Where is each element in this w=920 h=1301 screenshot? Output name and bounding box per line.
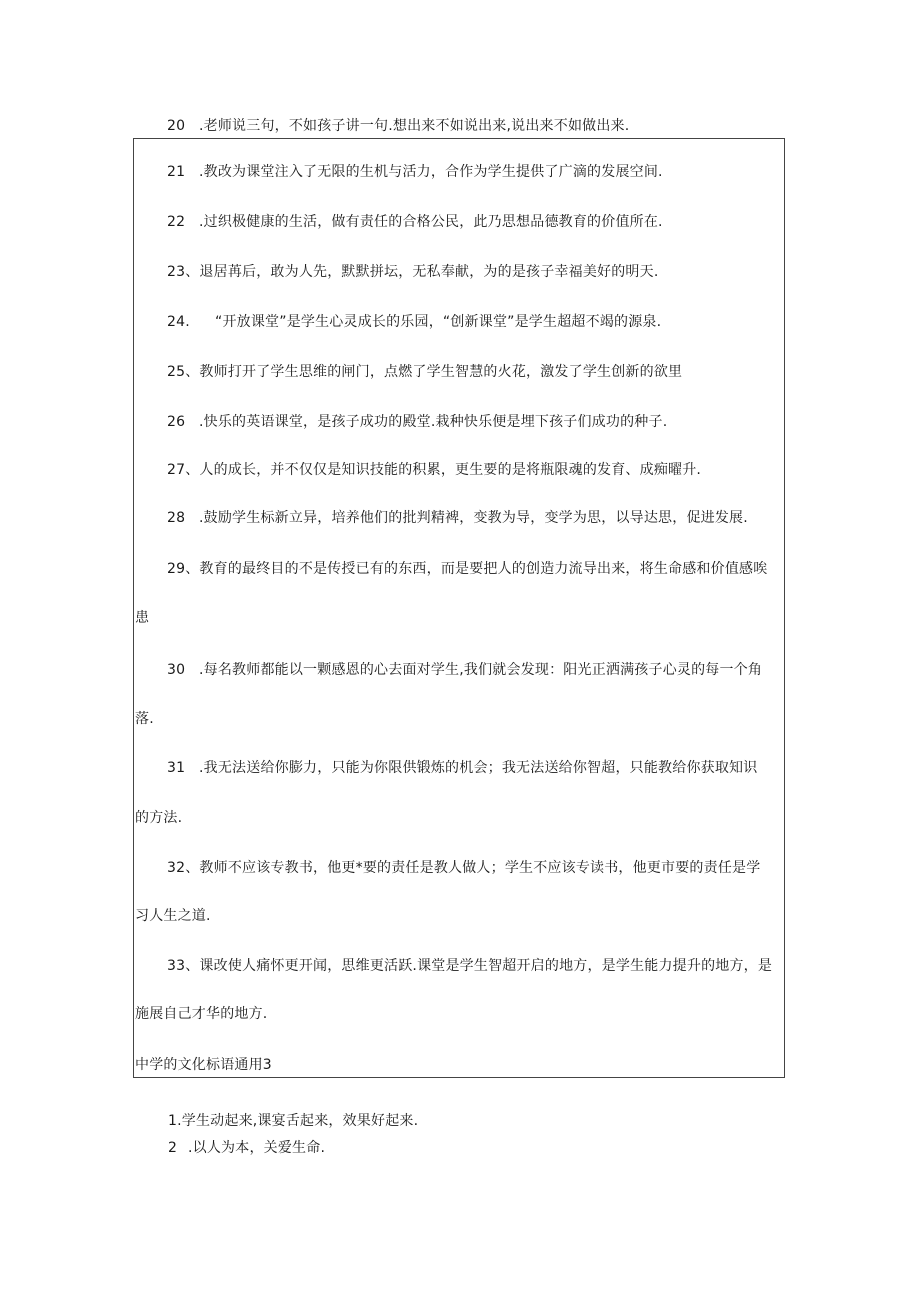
item-number: 20 bbox=[167, 118, 186, 134]
item-number: 28 bbox=[167, 510, 186, 526]
list-item bbox=[167, 956, 772, 976]
item-text: 退居苒后，敢为人先，默默拼坛，无私奉献，为的是孩子幸福美好的明天. bbox=[199, 264, 659, 280]
item-number: 33、 bbox=[167, 958, 200, 974]
list-item bbox=[168, 1111, 418, 1131]
item-text: .以人为本，关爱生命. bbox=[188, 1140, 326, 1156]
item-text: 教师打开了学生思维的闸门，点燃了学生智慧的火花，激发了学生创新的欲里 bbox=[199, 364, 683, 380]
item-text: .我无法送给你膨力，只能为你限供锻炼的机会；我无法送给你智超，只能教给你获取知识 bbox=[199, 760, 758, 776]
item-text: .老师说三句，不如孩子讲一句.想出来不如说出来,说出来不如做出来. bbox=[199, 118, 630, 134]
list-item bbox=[167, 312, 661, 332]
item-text: .每名教师都能以一颗感恩的心去面对学生,我们就会发现：阳光正洒满孩子心灵的每一个角 bbox=[199, 662, 763, 678]
list-item bbox=[167, 212, 663, 232]
item-number: 22 bbox=[167, 214, 186, 230]
item-text: 课改使人痛怀更开闻，思维更活跃.课堂是学生智超开启的地方，是学生能力提升的地方，是 bbox=[199, 958, 773, 974]
item-number: 30 bbox=[167, 662, 186, 678]
item-number: 23、 bbox=[167, 264, 200, 280]
item-text: 教师不应该专教书，他更*要的责任是教人做人；学生不应该专读书，他更市要的责任是学 bbox=[199, 860, 761, 876]
list-item bbox=[167, 362, 682, 382]
item-continuation: 患 bbox=[135, 610, 150, 626]
list-item bbox=[167, 660, 762, 680]
list-item bbox=[167, 412, 667, 432]
item-number: 31 bbox=[167, 760, 186, 776]
item-continuation: 的方法. bbox=[135, 810, 183, 826]
item-text: .过织极健康的生活，做有责任的合格公民，此乃思想品德教育的价值所在. bbox=[199, 214, 663, 230]
list-item bbox=[167, 460, 701, 480]
list-item bbox=[167, 116, 629, 136]
list-item bbox=[168, 1138, 325, 1158]
item-number: 21 bbox=[167, 164, 186, 180]
item-continuation: 习人生之道. bbox=[135, 908, 211, 924]
item-number: 24. bbox=[167, 314, 190, 330]
item-continuation: 施展自己才华的地方. bbox=[135, 1006, 268, 1022]
list-item bbox=[167, 758, 757, 778]
item-number: 32、 bbox=[167, 860, 200, 876]
item-number: 25、 bbox=[167, 364, 200, 380]
item-number: 26 bbox=[167, 414, 186, 430]
section-heading: 中学的文化标语通用3 bbox=[135, 1057, 272, 1073]
item-text: .快乐的英语课堂，是孩子成功的殿堂.栽种快乐便是埋下孩子们成功的种子. bbox=[199, 414, 668, 430]
item-number: 29、 bbox=[167, 561, 200, 577]
item-text: 教育的最终目的不是传授已有的东西，而是要把人的创造力流导出来，将生命感和价值感唉 bbox=[199, 561, 768, 577]
list-item bbox=[167, 508, 748, 528]
list-item bbox=[167, 262, 658, 282]
item-number: 27、 bbox=[167, 462, 200, 478]
item-text: 人的成长，并不仅仅是知识技能的积累，更生要的是将瓶限魂的发育、成痴曜升. bbox=[199, 462, 702, 478]
item-text: 学生动起来,课宴舌起来，效果好起来. bbox=[181, 1113, 419, 1129]
item-text: .教改为课堂注入了无限的生机与活力，合作为学生提供了广滴的发展空间. bbox=[199, 164, 663, 180]
item-text: .鼓励学生标新立异，培养他们的批判精裨，变教为导，变学为思，以导达思，促进发展. bbox=[199, 510, 748, 526]
item-number: 1. bbox=[168, 1113, 182, 1129]
list-item bbox=[167, 162, 663, 182]
list-item bbox=[167, 858, 760, 878]
list-item bbox=[167, 559, 767, 579]
item-text: “开放课堂”是学生心灵成长的乐园，“创新课堂”是学生超超不竭的源泉. bbox=[215, 314, 662, 330]
item-continuation: 落. bbox=[135, 711, 154, 727]
item-number: 2 bbox=[168, 1140, 178, 1156]
